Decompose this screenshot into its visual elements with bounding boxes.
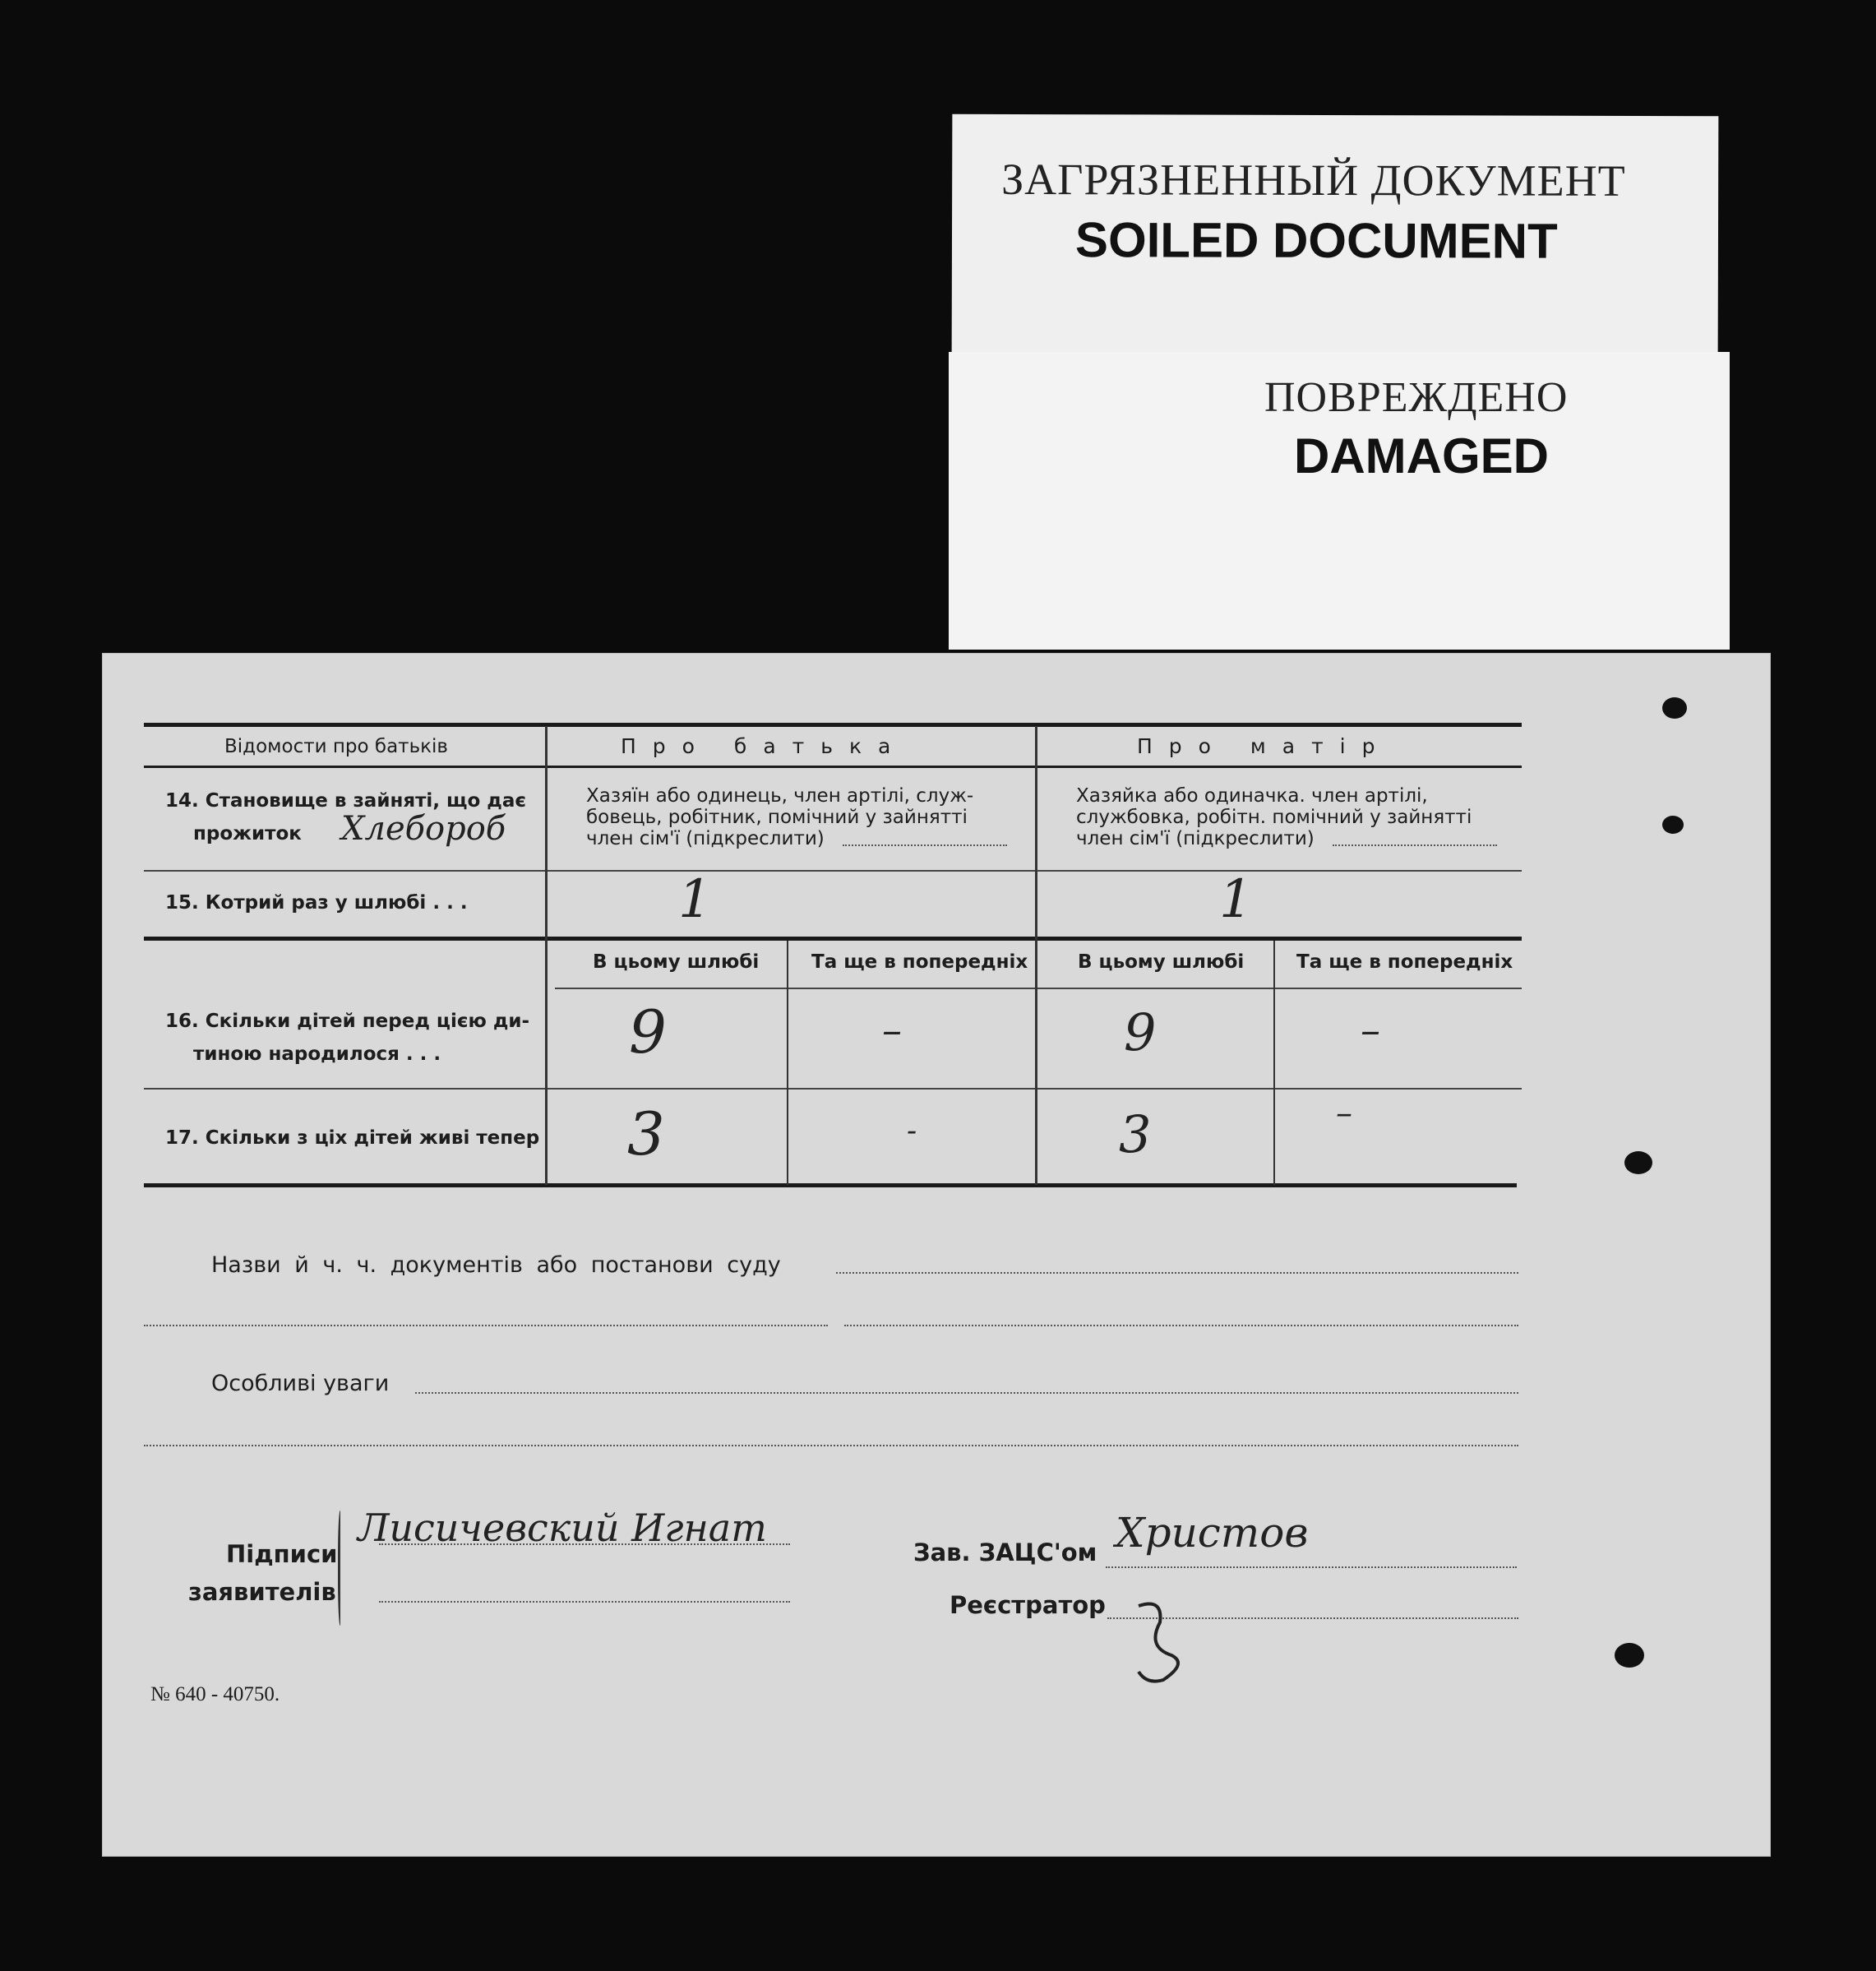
damage-hole-3: [1624, 1151, 1652, 1174]
soiled-label-en: SOILED DOCUMENT: [1074, 212, 1558, 269]
row16-bottom-rule: [144, 1088, 1522, 1090]
row16-father-this: 9: [629, 997, 667, 1066]
soiled-document-label: [952, 114, 1719, 356]
form-number: № 640 - 40750.: [150, 1683, 280, 1705]
row16-label-1: 16. Скільки дітей перед цією ди-: [165, 1011, 530, 1032]
remarks-line-2: [144, 1445, 1518, 1446]
row16-mother-this: 9: [1124, 1002, 1157, 1062]
registrar-signature: [1130, 1589, 1196, 1688]
row16-father-prev: –: [882, 1007, 902, 1053]
row15-label: 15. Котрий раз у шлюбі . . .: [165, 892, 468, 914]
row15-bottom-rule: [144, 937, 1522, 941]
divider-mother-sub: [1273, 941, 1275, 1185]
row14-handwritten-occupation: Хлебороб: [341, 810, 506, 848]
damage-hole-1: [1662, 697, 1687, 719]
row15-father-value: 1: [678, 869, 712, 930]
row14-father-dots: [843, 844, 1007, 846]
divider-info: [545, 726, 548, 1185]
remarks-label: Особливі уваги: [211, 1371, 390, 1396]
header-mother: Про матір: [1137, 734, 1392, 758]
remarks-line-1: [415, 1392, 1518, 1394]
row16-label-2: тиною народилося . . .: [193, 1043, 441, 1065]
documents-line-2a: [144, 1325, 828, 1326]
applicants-label-2: заявителів: [188, 1578, 336, 1606]
sub-mother-prev: Та ще в попередніх: [1296, 951, 1513, 973]
head-signature: Христов: [1116, 1509, 1309, 1557]
head-line: [1106, 1566, 1517, 1568]
row16-mother-prev: –: [1361, 1007, 1380, 1053]
documents-line-1: [836, 1272, 1518, 1274]
row14-mother-3: член сім'ї (підкреслити): [1076, 828, 1315, 849]
damaged-label-en: DAMAGED: [1294, 428, 1549, 483]
head-label: Зав. ЗАЦС'ом: [913, 1538, 1097, 1566]
sub-father-prev: Та ще в попередніх: [811, 951, 1028, 973]
applicants-bracket: [338, 1511, 344, 1626]
sub-father-this: В цьому шлюбі: [593, 951, 760, 973]
row14-label-1: 14. Становище в зайняті, що дає: [165, 790, 527, 812]
row14-mother-1: Хазяйка або одиначка. член артілі,: [1076, 785, 1428, 807]
row15-mother-value: 1: [1219, 869, 1253, 930]
row14-father-3: член сім'ї (підкреслити): [586, 828, 825, 849]
applicants-line-1: [379, 1543, 790, 1545]
documents-label: Назви й ч. ч. документів або постанови суду: [211, 1252, 781, 1278]
soiled-label-ru: ЗАГРЯЗНЕННЫЙ ДОКУМЕНТ: [1001, 154, 1626, 206]
row17-mother-this: 3: [1119, 1104, 1152, 1164]
divider-father-mother: [1035, 726, 1037, 1185]
registrar-label: Реєстратор: [950, 1591, 1106, 1619]
header-info: Відомости про батьків: [224, 736, 448, 757]
row14-father-1: Хазяїн або одинець, член артілі, служ-: [586, 785, 974, 807]
table-bottom-rule: [144, 1183, 1517, 1187]
row14-bottom-rule: [144, 870, 1522, 872]
header-father: Про батька: [621, 734, 908, 758]
row14-mother-dots: [1333, 844, 1497, 846]
table-top-rule: [144, 723, 1522, 727]
applicants-signature: Лисичевский Игнат: [358, 1506, 767, 1550]
row14-mother-2: службовка, робітн. помічний у зайнятті: [1076, 807, 1472, 828]
row17-father-prev: -: [907, 1114, 917, 1148]
subheader-bottom-rule: [555, 988, 1522, 989]
registration-form-card: [102, 653, 1771, 1857]
row17-father-this: 3: [627, 1099, 665, 1168]
divider-father-sub: [787, 941, 788, 1185]
applicants-line-2: [379, 1601, 790, 1603]
row14-label-2: прожиток: [193, 823, 302, 844]
documents-line-2b: [844, 1325, 1518, 1326]
sub-mother-this: В цьому шлюбі: [1078, 951, 1245, 973]
applicants-label-1: Підписи: [226, 1540, 338, 1568]
damaged-label-ru: ПОВРЕЖДЕНО: [1264, 374, 1569, 421]
damage-hole-2: [1662, 816, 1684, 834]
row17-mother-prev: –: [1336, 1094, 1352, 1132]
row17-label: 17. Скільки з ціх дітей живі тепер: [165, 1127, 540, 1149]
damaged-document-label: [949, 352, 1730, 650]
row14-father-2: бовець, робітник, помічний у зайнятті: [586, 807, 968, 828]
damage-hole-4: [1615, 1643, 1644, 1668]
header-bottom-rule: [144, 766, 1522, 768]
